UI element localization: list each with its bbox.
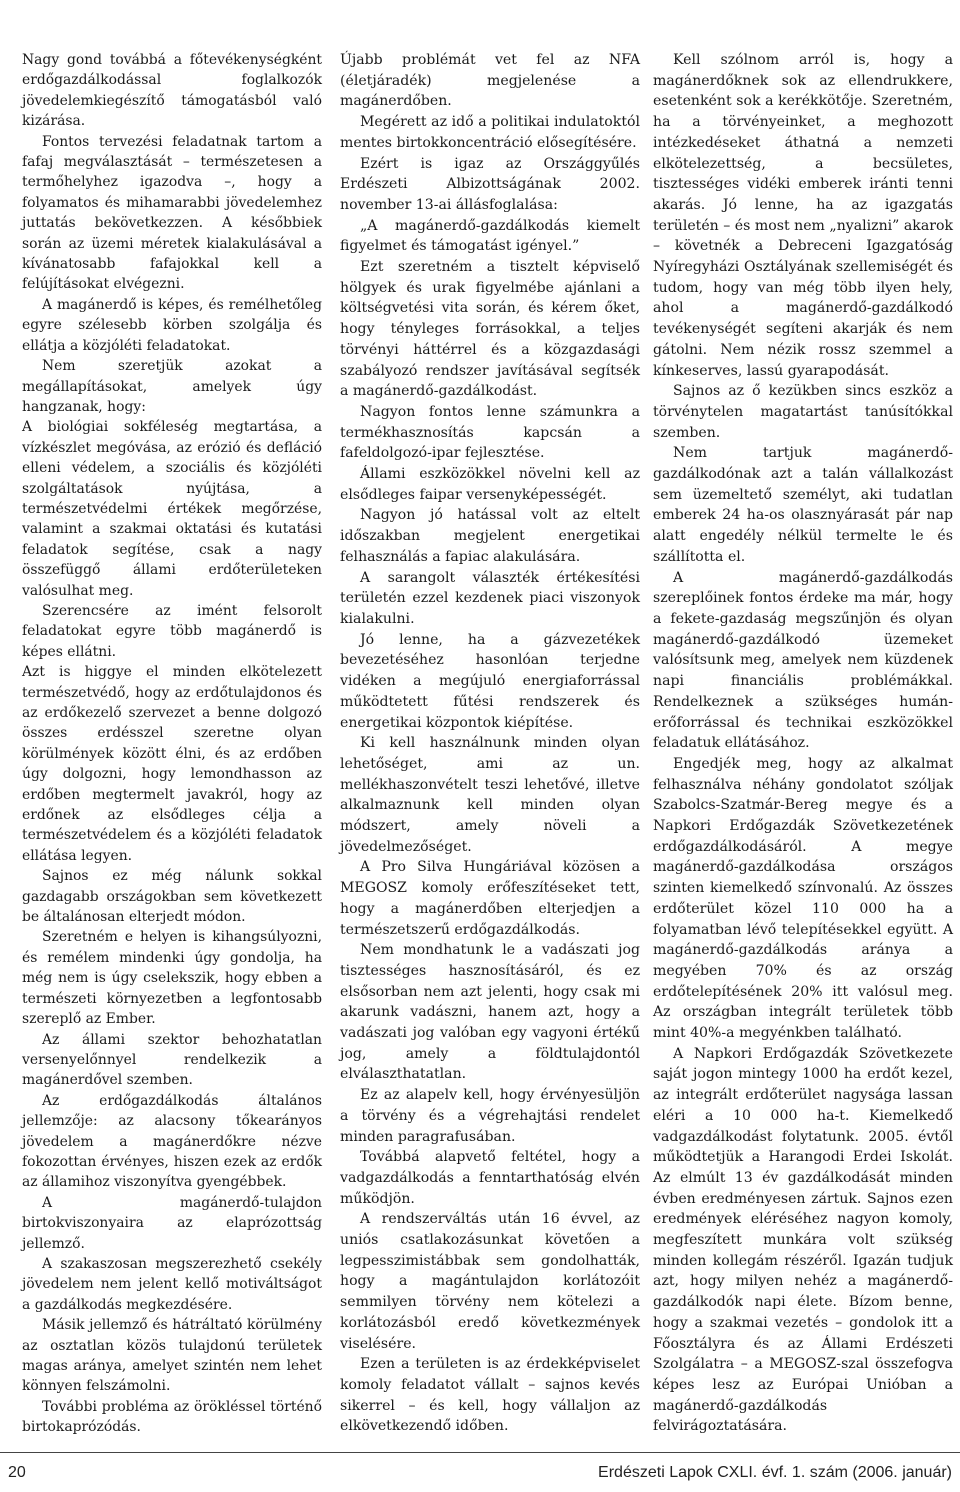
paragraph: Ezt szeretném a tisztelt képviselő hölgyek és urak figyelmébe ajánlani a költségvetési vita során, és kérem őket, hogy tényleges forrásokkal, a teljes törvényi háttérrel és a közgazdasági szabályozó rendszer javításával segítsék a magánerdő-gazdálkodást. bbox=[340, 259, 640, 400]
paragraph: Fontos tervezési feladatnak tartom a fafaj megválasztását – természetesen a termőhelyhez igazodva –, hogy a folyamatos és mihamarabbi jövedelemhez juttatás bekövetkezzen. A későbbiek során az üzemi méretek kialakulásával a kívánatosabb fafajokkal kell a felújításokat elvégezni. bbox=[22, 133, 322, 293]
paragraph: A magánerdő-gazdálkodás szereplőinek fontos érdeke ma már, hogy a fekete-gazdaság megszűnjön és olyan magánerdő-gazdálkodó üzemeket valósítsunk meg, amelyek nem küzdenek napi financiális problémákkal. Rendelkeznek a szükséges humán-erőforrással és technikai eszközökkel feladatuk ellátásához. bbox=[653, 569, 953, 752]
paragraph: A Pro Silva Hungáriával közösen a MEGOSZ komoly erőfeszítéseket tett, hogy a magánerdőben elterjedjen a természetszerű erdőgazdálkodás. bbox=[340, 859, 640, 938]
text-column-2 bbox=[340, 50, 640, 1437]
paragraph: Azt is higgye el minden elkötelezett természetvédő, hogy az erdőtulajdonos és az erdőkezelő szervezet a benne dolgozó összes erdésszel szeretne olyan körülmények között élni, és az erdőben úgy dolgozni, hogy lemondhasson az erdőben megtermelt javakról, hogy az erdőnek az elsődleges célja a természetvédelem és a közjóléti feladatok ellátása legyen. bbox=[22, 664, 322, 864]
paragraph: „A magánerdő-gazdálkodás kiemelt figyelmet és támogatást igényel.” bbox=[340, 217, 640, 255]
paragraph: További probléma az örökléssel történő birtokaprózódás. bbox=[22, 1398, 322, 1436]
paragraph: Sajnos az ő kezükben sincs eszköz a törvénytelen magatartást tanúsítókkal szemben. bbox=[653, 383, 953, 441]
text-column-3 bbox=[653, 50, 953, 1437]
journal-citation: Erdészeti Lapok CXLI. évf. 1. szám (2006. január) bbox=[598, 1464, 952, 1481]
paragraph: A magánerdő-tulajdon birtokviszonyaira az elaprózottság jellemző. bbox=[22, 1194, 322, 1252]
paragraph: Ezen a területen is az érdekképviselet komoly feladatot vállalt – sajnos kevés sikerrel – és kell, hogy vállaljon az elkövetkezendő időben. bbox=[340, 1356, 640, 1435]
paragraph: A biológiai sokféleség megtartása, a vízkészlet megóvása, az erózió és defláció elleni védelem, a szociális és közjóléti szolgáltatások nyújtása, a természetvédelmi értékek megőrzése, valamint a szakmai oktatási és kutatási feladatok segítése, csak a nagy összefüggő állami erdőterületeken valósulhat meg. bbox=[22, 419, 322, 599]
paragraph: Szeretném e helyen is kihangsúlyozni, és remélem mindenki úgy gondolja, ha még nem is úgy cselekszik, hogy ebben a természeti környezetben a legfontosabb szereplő az Ember. bbox=[22, 929, 322, 1028]
paragraph: Az állami szektor behozhatatlan versenyelőnnyel rendelkezik a magánerdővel szemben. bbox=[22, 1031, 322, 1089]
paragraph: Továbbá alapvető feltétel, hogy a vadgazdálkodás a fenntarthatóság elvén működjön. bbox=[340, 1149, 640, 1207]
paragraph: Ezért is igaz az Országgyűlés Erdészeti Albizottságának 2002. november 13-ai állásfoglalása: bbox=[340, 155, 640, 213]
paragraph: Megérett az idő a politikai indulatoktól mentes birtokkoncentráció elősegítésére. bbox=[340, 114, 640, 151]
paragraph: Nem tartjuk magánerdő-gazdálkodónak azt a talán vállalkozást sem üzemeltető személyt, aki tudatlan emberek 24 ha-os olasznyárasát pár nap alatt engedély nélkül termelte le és szállította el. bbox=[653, 445, 953, 565]
paragraph: Szerencsére az imént felsorolt feladatokat egyre több magánerdő is képes ellátni. bbox=[22, 602, 322, 660]
paragraph: Nagyon fontos lenne számunkra a termékhasznosítás kapcsán a fafeldolgozó-ipar fejlesztése. bbox=[340, 403, 640, 462]
paragraph: Újabb problémát vet fel az NFA (életjáradék) megjelenése a magánerdőben. bbox=[340, 52, 640, 110]
paragraph: Kell szólnom arról is, hogy a magánerdőknek sok az ellendrukkere, esetenként sok a kerékkötője. Szeretném, ha a törvényeinket, a meghozott intézkedéseket áthatná a nemzeti elkötelezettség, a becsületes, tisztességes vidéki emberek iránti tenni akarás. Jó lenne, ha az igazgatás területén – és most nem „nyalizni” akarok – követnék a Debreceni Igazgatóság Nyíregyházi Osztályának szellemiségét és tudom, hogy van még több ilyen hely, ahol a magánerdő-gazdálkodó tevékenységét segíteni akarják és nem gátolni. Nem nézik rossz szemmel a kínkeserves, lassú gyarapodását. bbox=[653, 52, 953, 379]
page-number: 20 bbox=[8, 1464, 26, 1481]
paragraph: A szakaszosan megszerezhető csekély jövedelem nem jelent kellő motiváltságot a gazdálkodás megkezdésére. bbox=[22, 1255, 322, 1313]
paragraph: Nem mondhatunk le a vadászati jog tisztességes hasznosításáról, és ez elsősorban nem azt jelenti, hogy csak mi akarunk vadászni, hanem azt, hogy a vadászati jog valóban egy vagyoni értékű jog, amely a földtulajdontól elválaszthatatlan. bbox=[340, 942, 640, 1083]
paragraph: Nem szeretjük azokat a megállapításokat, amelyek úgy hangzanak, hogy: bbox=[22, 358, 322, 415]
paragraph: Jó lenne, ha a gázvezetékek bevezetéséhez hasonlóan terjedne vidéken a megújuló energiaforrással működtetett fűtési rendszerek és energetikai központok kiépítése. bbox=[340, 631, 640, 731]
paragraph: A rendszerváltás után 16 évvel, az uniós csatlakozásunkat követően a legpesszimistábbak sem gondolhatták, hogy a magántulajdon korlátozóit semmilyen törvény nem kötelezi a korlátozásból eredő következmények viselésére. bbox=[340, 1211, 640, 1352]
paragraph: Nagyon jó hatással volt az eltelt időszakban megjelent energetikai felhasználás a fapiac alakulására. bbox=[340, 507, 640, 565]
page-footer bbox=[0, 1452, 960, 1492]
paragraph: A magánerdő is képes, és remélhetőleg egyre szélesebb körben szolgálja és ellátja a közjóléti feladatokat. bbox=[22, 296, 322, 354]
paragraph: Ki kell használnunk minden olyan lehetőséget, ami az un. mellékhaszonvételt teszi lehetővé, illetve alkalmaznunk kell minden olyan módszert, amely növeli a jövedelmezőséget. bbox=[340, 735, 640, 855]
paragraph: Az erdőgazdálkodás általános jellemzője: az alacsony tőkearányos jövedelem a magánerdőkre nézve fokozottan érvényes, hiszen ezek az erdők az államihoz viszonyítva gyengébbek. bbox=[22, 1092, 322, 1191]
paragraph: A Napkori Erdőgazdák Szövetkezete saját jogon mintegy 1000 ha erdőt kezel, az integrált erdőterület nagysága lassan eléri a 10 000 ha-t. Kiemelkedő vadgazdálkodást folytatunk. 2005. évtől működtetjük a Harangodi Erdei Iskolát. Az elmúlt 13 év gazdálkodását minden évben eredményesen zártuk. Sajnos ezen eredmények eléréséhez nagyon komoly, megfeszített munkára volt szükség minden kollegám részéről. Igazán tudjuk azt, hogy milyen nehéz a magánerdő-gazdálkodók napi élete. Bízom benne, hogy a szakmai vezetés – gondolok itt a Főosztályra és az Állami Erdészeti Szolgálatra – a MEGOSZ-szal összefogva képes lesz az Európai Unióban a magánerdő-gazdálkodás felvirágoztatására. bbox=[653, 1045, 953, 1435]
paragraph: Engedjék meg, hogy az alkalmat felhasználva néhány gondolatot szóljak Szabolcs-Szatmár-Bereg megye és a Napkori Erdőgazdák Szövetkezetének erdőgazdálkodásáról. A megye magánerdő-gazdálkodása országos szinten kiemelkedő színvonalú. Az összes erdőterület közel 110 000 ha a folyamatban lévő telepítésekkel együtt. A magánerdő-gazdálkodás aránya a megyében 70% és az ország erdőtelepítésének 20% itt valósul meg. Az országban integrált területek több mint 40%-a megyénkben található. bbox=[653, 755, 953, 1042]
text-column-1 bbox=[22, 50, 322, 1438]
paragraph: A sarangolt választék értékesítési területén ezzel kezdenek piaci viszonyok kialakulni. bbox=[340, 569, 640, 627]
paragraph: Másik jellemző és hátráltató körülmény az osztatlan közös tulajdonú területek magas aránya, amelyet szintén nem lehet könnyen felszámolni. bbox=[22, 1317, 322, 1395]
paragraph: Állami eszközökkel növelni kell az elsődleges faipar versenyképességét. bbox=[340, 466, 640, 503]
paragraph: Sajnos ez még nálunk sokkal gazdagabb országokban sem következett be általánosan elterjedt módon. bbox=[22, 868, 322, 926]
paragraph: Nagy gond továbbá a főtevékenységként erdőgazdálkodással foglalkozók jövedelemkiegészítő támogatásból való kizárása. bbox=[22, 52, 322, 130]
paragraph: Ez az alapelv kell, hogy érvényesüljön a törvény és a végrehajtási rendelet minden paragrafusában. bbox=[340, 1087, 640, 1145]
